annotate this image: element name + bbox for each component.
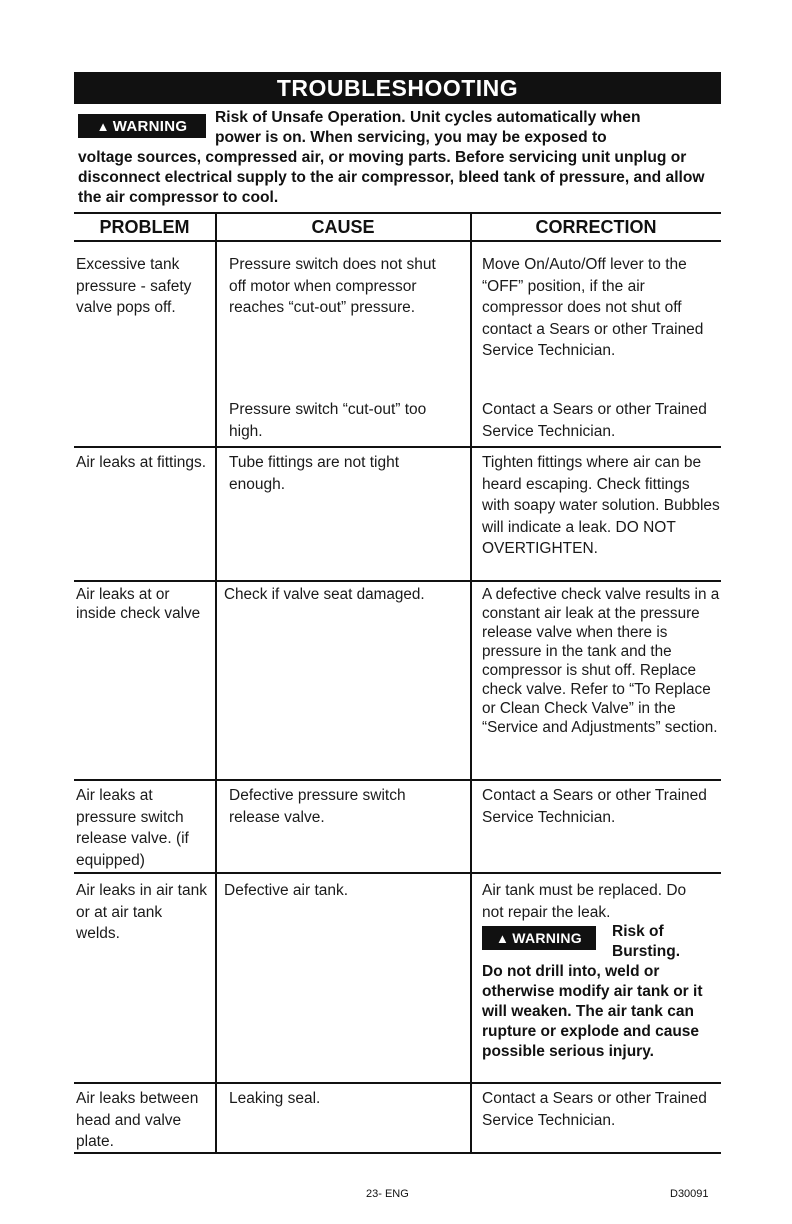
row1-problem: Excessive tank pressure - safety valve pops off.: [76, 256, 192, 316]
row3-cause: Check if valve seat damaged.: [224, 586, 425, 603]
row-divider: [74, 446, 721, 448]
row6-correction: Contact a Sears or other Trained Service Technician.: [482, 1090, 707, 1129]
header-problem: PROBLEM: [99, 217, 190, 237]
row1-cause1: Pressure switch does not shut off motor when compressor reaches “cut-out” pressure.: [229, 256, 436, 316]
row3-problem: Air leaks at or inside check valve: [76, 586, 201, 622]
row5-correction: Air tank must be replaced. Do not repair the leak.: [482, 882, 687, 921]
row6-cause: Leaking seal.: [229, 1090, 321, 1107]
row5-problem: Air leaks in air tank or at air tank welds.: [76, 882, 207, 942]
tank-warning-title: Risk of Bursting.: [612, 923, 681, 960]
row-divider: [74, 779, 721, 781]
header-correction: CORRECTION: [535, 217, 657, 237]
warning-triangle-icon: ▲: [96, 118, 110, 134]
warning-rest: voltage sources, compressed air, or moving parts. Before servicing unit unplug or disconnect electrical supply to the air compressor, bleed tank of pressure, and allow the air compressor to cool.: [78, 149, 705, 206]
tank-warning-badge: [482, 926, 596, 950]
row5-cause: Defective air tank.: [224, 882, 349, 899]
row6-problem: Air leaks between head and valve plate.: [76, 1090, 199, 1150]
header-cause: CAUSE: [311, 217, 375, 237]
row4-problem: Air leaks at pressure switch release valve. (if equipped): [76, 787, 189, 869]
warning-line-2: power is on. When servicing, you may be exposed to: [215, 129, 607, 146]
row2-problem: Air leaks at fittings.: [76, 454, 207, 471]
document-code: D30091: [670, 1188, 709, 1200]
warning-intro: [78, 108, 718, 208]
row4-cause: Defective pressure switch release valve.: [229, 787, 406, 826]
page-number: 23- ENG: [366, 1188, 409, 1200]
row-divider: [74, 872, 721, 874]
column-divider-2: [470, 212, 472, 1153]
row3-correction: A defective check valve results in a constant air leak at the pressure release valve when there is pressure in the tank and the compressor is shut off. Replace check valve. Refer to “To Replace or Clean Check Valve” in the “Service and Adjustments” section.: [482, 586, 720, 736]
row4-correction: Contact a Sears or other Trained Service Technician.: [482, 787, 707, 826]
row2-cause: Tube fittings are not tight enough.: [229, 454, 400, 493]
warning-badge-label: WARNING: [112, 117, 188, 135]
warning-triangle-icon: ▲: [496, 930, 510, 946]
row-divider: [74, 580, 721, 582]
row1-correction1: Move On/Auto/Off lever to the “OFF” position, if the air compressor does not shut off contact a Sears or other Trained Service Technician.: [482, 256, 704, 359]
warning-line-1: Risk of Unsafe Operation. Unit cycles automatically when: [215, 109, 641, 126]
column-divider-1: [215, 212, 217, 1153]
row2-correction: Tighten fittings where air can be heard escaping. Check fittings with soapy water solution. Bubbles will indicate a leak. DO NOT OVERTIGHTEN.: [482, 454, 720, 557]
header-bottom-rule: [74, 240, 721, 242]
tank-warning-body: Do not drill into, weld or otherwise modify air tank or it will weaken. The air tank can rupture or explode and cause possible serious injury.: [482, 963, 703, 1060]
page-title: TROUBLESHOOTING: [74, 72, 721, 104]
row1-correction2: Contact a Sears or other Trained Service Technician.: [482, 401, 707, 440]
tank-warning-label: WARNING: [512, 930, 582, 946]
row1-cause2: Pressure switch “cut-out” too high.: [229, 401, 427, 440]
row-divider: [74, 1082, 721, 1084]
table-bottom-rule: [74, 1152, 721, 1154]
